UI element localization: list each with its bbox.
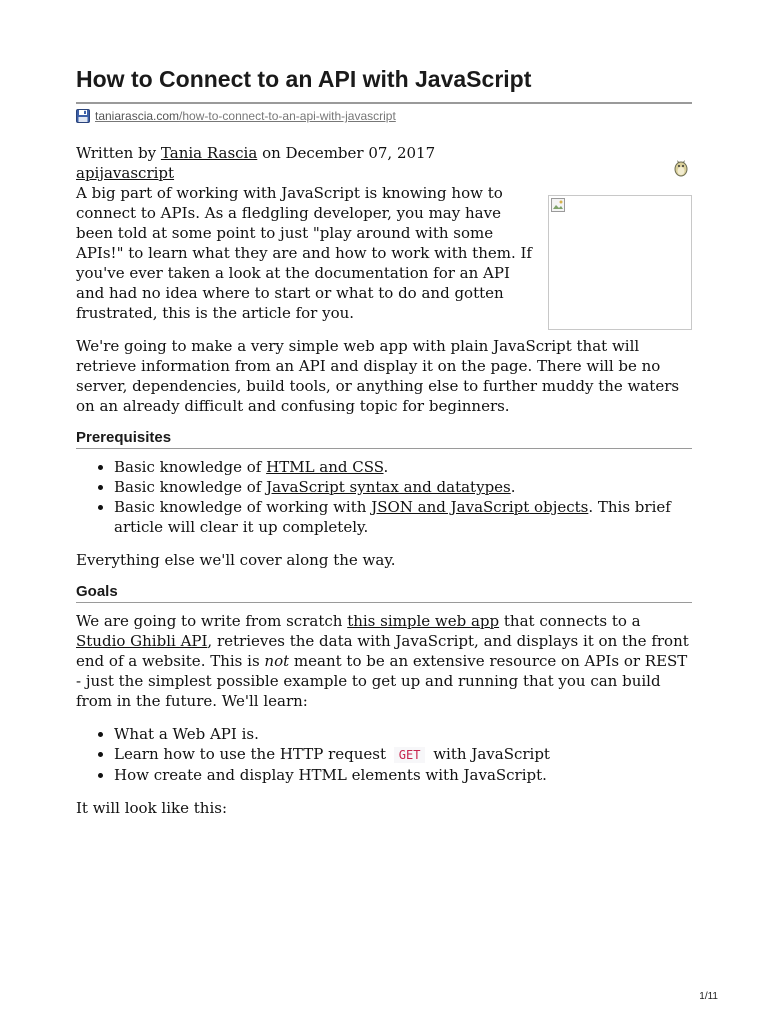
tags-link[interactable]: apijavascript <box>76 164 175 182</box>
prerequisites-heading: Prerequisites <box>76 429 692 449</box>
author-link[interactable]: Tania Rascia <box>160 144 258 162</box>
page-number: 1/11 <box>699 991 718 1002</box>
studio-ghibli-api-link[interactable]: Studio Ghibli API <box>76 632 208 650</box>
save-icon <box>76 109 90 123</box>
list-item: • How create and display HTML elements with JavaScript. <box>114 765 692 785</box>
byline: Written by Tania Rascia on December 07, 2017 <box>76 144 436 162</box>
article-title: How to Connect to an API with JavaScript <box>76 64 692 104</box>
json-objects-link[interactable]: JSON and JavaScript objects <box>371 498 589 516</box>
article-image <box>548 195 692 330</box>
goals-paragraph: We are going to write from scratch this simple web app that connects to a Studio Ghibli API, retrieves the data with JavaScript, and displays it on the front end of a website. This is not meant to be an extensive resource on APIs or REST - just the simplest possible example to get up and running that you can build from in the future. We'll learn: <box>76 612 689 710</box>
list-item: • Basic knowledge of HTML and CSS. <box>114 457 692 477</box>
source-link[interactable]: taniarascia.com/how-to-connect-to-an-api-with-javascript <box>95 109 396 123</box>
goals-list <box>76 724 692 785</box>
prerequisites-closing: Everything else we'll cover along the way. <box>76 551 396 569</box>
second-paragraph: We're going to make a very simple web app with plain JavaScript that will retrieve information from an API and display it on the page. There will be no server, dependencies, build tools, or anything else to further muddy the waters on an already difficult and confusing topic for beginners. <box>76 337 680 415</box>
goals-closing: It will look like this: <box>76 799 228 817</box>
broken-image-icon <box>551 198 565 212</box>
article-page <box>76 64 692 831</box>
list-item: • Learn how to use the HTTP request GET with JavaScript <box>114 744 692 765</box>
source-url-row <box>76 109 692 123</box>
prerequisites-list <box>76 457 692 537</box>
intro-paragraph: A big part of working with JavaScript is knowing how to connect to APIs. As a fledgling developer, you may have been told at some point to just "play around with some APIs!" to learn what they are and how to work with them. If you've ever taken a look at the documentation for an API and had no idea where to start or what to do and gotten frustrated, this is the article for you. <box>76 184 532 322</box>
totoro-avatar-icon <box>673 157 689 177</box>
goals-heading: Goals <box>76 583 692 603</box>
article-meta <box>76 143 692 183</box>
list-item: • Basic knowledge of working with JSON and JavaScript objects. This brief article will clear it up completely. <box>114 497 692 537</box>
list-item: • Basic knowledge of JavaScript syntax and datatypes. <box>114 477 692 497</box>
list-item: • What a Web API is. <box>114 724 692 744</box>
web-app-link[interactable]: this simple web app <box>347 612 500 630</box>
get-code: GET <box>394 747 426 763</box>
js-syntax-link[interactable]: JavaScript syntax and datatypes <box>266 478 511 496</box>
html-css-link[interactable]: HTML and CSS <box>266 458 384 476</box>
